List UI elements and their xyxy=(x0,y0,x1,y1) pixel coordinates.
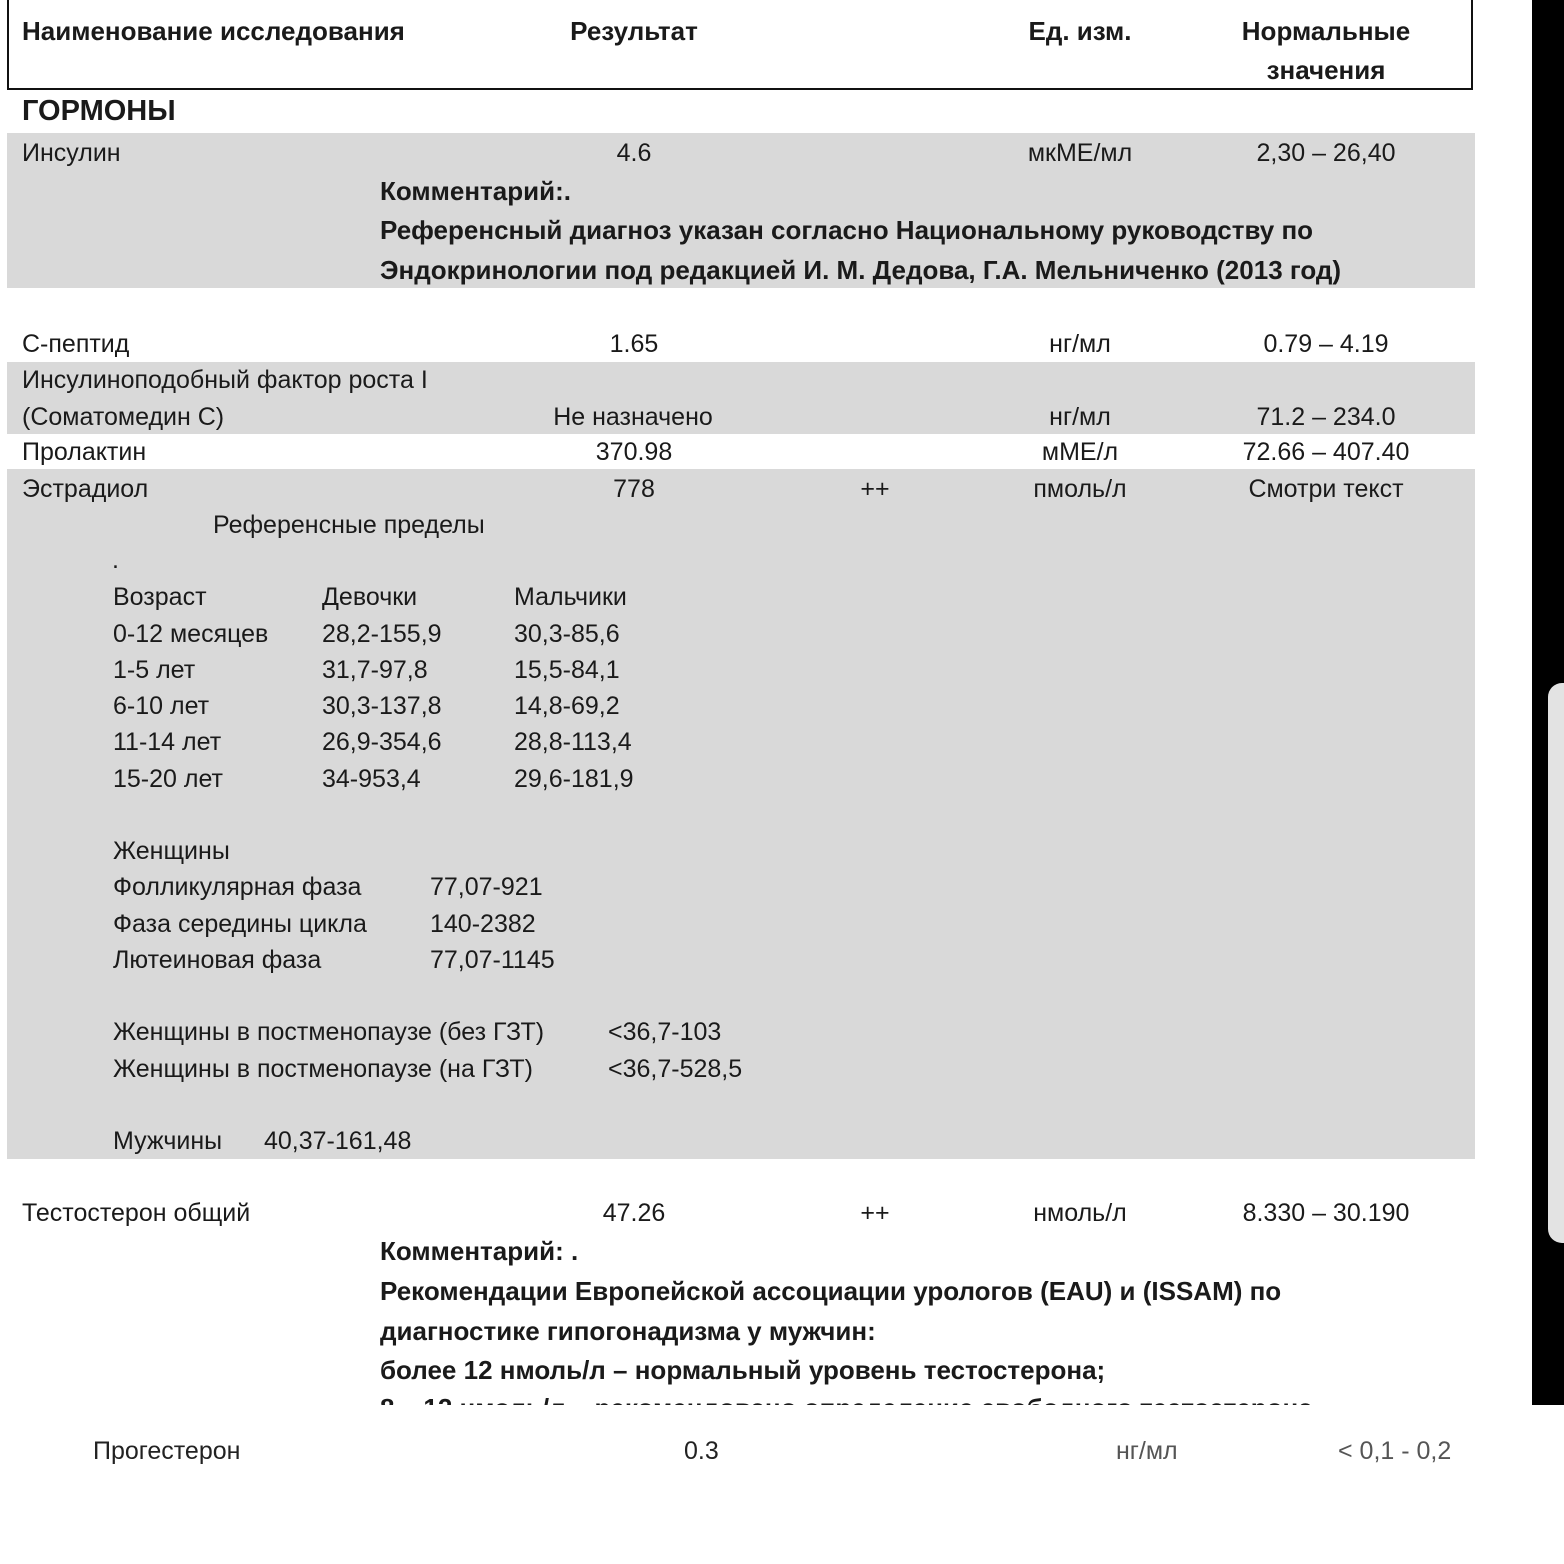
estradiol-dot: . xyxy=(112,546,119,574)
bottom-area xyxy=(0,1405,1564,1564)
phase-label: Фаза середины цикла xyxy=(113,910,367,938)
progesterone-unit: нг/мл xyxy=(1116,1437,1178,1465)
insulin-comment-label: Комментарий:. xyxy=(380,176,571,206)
women-label: Женщины xyxy=(113,837,230,865)
prolactin-name: Пролактин xyxy=(22,438,147,466)
testosterone-name: Тестостерон общий xyxy=(22,1199,251,1227)
phase-label: Фолликулярная фаза xyxy=(113,873,362,901)
phase-value: 140-2382 xyxy=(430,910,536,938)
cpeptide-norm: 0.79 – 4.19 xyxy=(1263,330,1389,358)
estradiol-name: Эстрадиол xyxy=(22,475,149,503)
scrollbar-thumb[interactable] xyxy=(1548,683,1564,1243)
header-col-norm-line2: значения xyxy=(1266,55,1386,85)
testosterone-result: 47.26 xyxy=(602,1199,666,1227)
igf-norm: 71.2 – 234.0 xyxy=(1256,403,1396,431)
age-row-girls: 26,9-354,6 xyxy=(322,728,442,756)
postmeno-value: <36,7-103 xyxy=(608,1018,722,1046)
phase-value: 77,07-1145 xyxy=(430,946,555,974)
postmeno-label: Женщины в постменопаузе (на ГЗТ) xyxy=(113,1055,533,1083)
testosterone-flag: ++ xyxy=(860,1199,890,1227)
estradiol-unit: пмоль/л xyxy=(1033,475,1127,503)
age-row-label: 15-20 лет xyxy=(113,765,223,793)
age-row-label: 6-10 лет xyxy=(113,692,210,720)
cpeptide-result: 1.65 xyxy=(609,330,659,358)
age-row-boys: 28,8-113,4 xyxy=(514,728,632,756)
insulin-norm: 2,30 – 26,40 xyxy=(1256,139,1396,167)
testosterone-unit: нмоль/л xyxy=(1033,1199,1127,1227)
phase-label: Лютеиновая фаза xyxy=(113,946,322,974)
estradiol-norm: Смотри текст xyxy=(1248,475,1404,503)
testosterone-norm: 8.330 – 30.190 xyxy=(1242,1199,1410,1227)
age-header-age: Возраст xyxy=(113,583,207,611)
testosterone-comment-line3: более 12 нмоль/л – нормальный уровень тестостерона; xyxy=(380,1355,1106,1385)
age-row-girls: 34-953,4 xyxy=(322,765,421,793)
igf-unit: нг/мл xyxy=(1049,403,1111,431)
insulin-name: Инсулин xyxy=(22,139,121,167)
testosterone-comment-line4-cut xyxy=(380,1393,1420,1405)
cpeptide-name: С-пептид xyxy=(22,330,130,358)
testosterone-comment-line2: диагностике гипогонадизма у мужчин: xyxy=(380,1316,876,1346)
progesterone-norm: < 0,1 - 0,2 xyxy=(1338,1437,1452,1465)
age-header-boys: Мальчики xyxy=(514,583,627,611)
igf-name-line2: (Соматомедин С) xyxy=(22,403,225,431)
age-row-girls: 30,3-137,8 xyxy=(322,692,442,720)
estradiol-ref-title: Референсные пределы xyxy=(213,511,485,539)
prolactin-norm: 72.66 – 407.40 xyxy=(1242,438,1410,466)
men-value: 40,37-161,48 xyxy=(264,1127,412,1155)
igf-result: Не назначено xyxy=(553,403,713,431)
header-col-unit: Ед. изм. xyxy=(1028,16,1132,46)
postmeno-value: <36,7-528,5 xyxy=(608,1055,743,1083)
estradiol-flag: ++ xyxy=(860,475,890,503)
insulin-result: 4.6 xyxy=(616,139,652,167)
age-row-label: 11-14 лет xyxy=(113,728,222,756)
postmeno-label: Женщины в постменопаузе (без ГЗТ) xyxy=(113,1018,545,1046)
age-row-label: 1-5 лет xyxy=(113,656,196,684)
age-row-boys: 14,8-69,2 xyxy=(514,692,620,720)
age-row-boys: 29,6-181,9 xyxy=(514,765,634,793)
age-row-boys: 30,3-85,6 xyxy=(514,620,620,648)
age-row-girls: 28,2-155,9 xyxy=(322,620,442,648)
age-header-girls: Девочки xyxy=(322,583,418,611)
age-row-girls: 31,7-97,8 xyxy=(322,656,428,684)
header-col-result: Результат xyxy=(570,16,698,46)
header-col-name: Наименование исследования xyxy=(22,16,405,46)
men-label: Мужчины xyxy=(113,1127,223,1155)
section-title: ГОРМОНЫ xyxy=(22,95,176,127)
age-row-boys: 15,5-84,1 xyxy=(514,656,620,684)
insulin-comment-line2: Эндокринологии под редакцией И. М. Дедова, Г.А. Мельниченко (2013 год) xyxy=(380,255,1342,285)
age-row-label: 0-12 месяцев xyxy=(113,620,269,648)
estradiol-result: 778 xyxy=(613,475,655,503)
igf-name-line1: Инсулиноподобный фактор роста I xyxy=(22,366,428,394)
progesterone-result: 0.3 xyxy=(684,1437,719,1465)
prolactin-unit: мМЕ/л xyxy=(1041,438,1119,466)
phase-value: 77,07-921 xyxy=(430,873,543,901)
testosterone-comment-label: Комментарий: . xyxy=(380,1236,579,1266)
insulin-unit: мкМЕ/мл xyxy=(1027,139,1133,167)
prolactin-result: 370.98 xyxy=(595,438,673,466)
testosterone-comment-line1: Рекомендации Европейской ассоциации урологов (EAU) и (ISSAM) по xyxy=(380,1276,1282,1306)
insulin-comment-line1: Референсный диагноз указан согласно Национальному руководству по xyxy=(380,215,1314,245)
progesterone-name: Прогестерон xyxy=(93,1437,241,1465)
cpeptide-unit: нг/мл xyxy=(1049,330,1111,358)
header-col-norm: Нормальные xyxy=(1241,16,1411,46)
